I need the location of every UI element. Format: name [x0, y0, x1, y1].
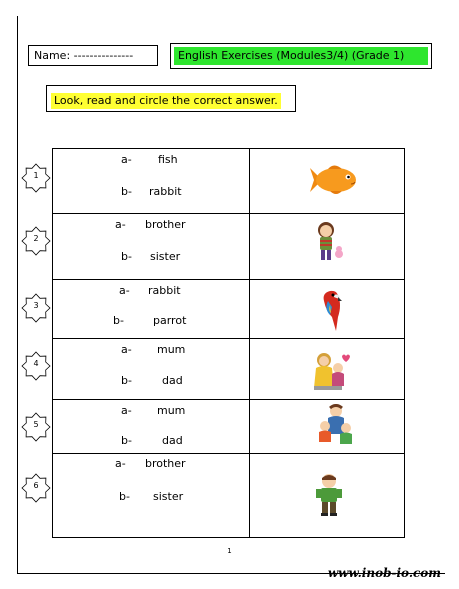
option-b-letter: b-	[121, 250, 132, 263]
picture-cell	[250, 280, 405, 339]
question-number: 5	[33, 420, 39, 429]
option-b-word: dad	[162, 374, 183, 387]
picture-cell	[250, 149, 405, 214]
option-b-letter: b-	[121, 374, 132, 387]
option-b[interactable]	[53, 374, 249, 388]
option-a[interactable]	[53, 153, 249, 167]
question-number-star	[21, 226, 51, 256]
option-a[interactable]	[53, 284, 249, 298]
option-b-word: sister	[153, 490, 184, 503]
option-b[interactable]	[53, 314, 249, 328]
option-a[interactable]	[53, 457, 249, 471]
question-number: 3	[33, 301, 39, 310]
option-a-letter: a-	[121, 153, 132, 166]
option-a[interactable]	[53, 343, 249, 357]
answer-options-cell	[53, 454, 250, 538]
question-number-star	[21, 163, 51, 193]
question-number: 4	[33, 359, 39, 368]
exercise-row	[53, 280, 405, 339]
option-b-letter: b-	[119, 490, 130, 503]
exercise-row	[53, 214, 405, 280]
goldfish-picture	[306, 162, 362, 202]
option-a-letter: a-	[121, 343, 132, 356]
exercise-row	[53, 339, 405, 400]
option-a-word: rabbit	[148, 284, 181, 297]
girl-picture	[312, 220, 346, 268]
option-a-letter: a-	[115, 457, 126, 470]
option-b-word: dad	[162, 434, 183, 447]
option-a-word: mum	[157, 404, 186, 417]
answer-options-cell	[53, 339, 250, 400]
instruction-text: Look, read and circle the correct answer.	[51, 93, 281, 109]
question-number-star	[21, 412, 51, 442]
picture-cell	[250, 400, 405, 454]
question-number-star	[21, 293, 51, 323]
picture-cell	[250, 339, 405, 400]
question-number: 6	[33, 481, 39, 490]
option-b-letter: b-	[113, 314, 124, 327]
exercise-table	[52, 148, 405, 538]
boy-picture	[314, 472, 344, 522]
option-b-word: parrot	[153, 314, 187, 327]
name-field: Name: ---------------	[28, 45, 158, 66]
option-b[interactable]	[53, 185, 249, 199]
picture-cell	[250, 214, 405, 280]
answer-options-cell	[53, 149, 250, 214]
answer-options-cell	[53, 214, 250, 280]
option-a-letter: a-	[115, 218, 126, 231]
option-b-letter: b-	[121, 434, 132, 447]
worksheet-title-box	[170, 43, 432, 69]
question-number: 1	[33, 171, 39, 180]
answer-options-cell	[53, 400, 250, 454]
page-frame-left	[17, 16, 18, 574]
instruction-box	[46, 85, 296, 112]
option-a-word: brother	[145, 218, 186, 231]
exercise-row	[53, 149, 405, 214]
exercise-row	[53, 454, 405, 538]
exercise-row	[53, 400, 405, 454]
option-a-word: brother	[145, 457, 186, 470]
option-b[interactable]	[53, 434, 249, 448]
option-a[interactable]	[53, 218, 249, 232]
option-b[interactable]	[53, 250, 249, 264]
option-a[interactable]	[53, 404, 249, 418]
worksheet-title: English Exercises (Modules3/4) (Grade 1)	[174, 47, 428, 65]
option-b[interactable]	[53, 490, 249, 504]
option-a-letter: a-	[121, 404, 132, 417]
question-number: 2	[33, 234, 39, 243]
question-number-star	[21, 351, 51, 381]
option-b-word: sister	[150, 250, 181, 263]
father-and-children-picture	[316, 404, 354, 450]
option-a-letter: a-	[119, 284, 130, 297]
site-watermark: www.inob-io.com	[327, 566, 441, 580]
option-b-letter: b-	[121, 185, 132, 198]
mother-and-child-picture	[310, 350, 352, 396]
picture-cell	[250, 454, 405, 538]
answer-options-cell	[53, 280, 250, 339]
option-b-word: rabbit	[149, 185, 182, 198]
page-number: 1	[227, 547, 232, 555]
option-a-word: mum	[157, 343, 186, 356]
option-a-word: fish	[158, 153, 178, 166]
question-number-star	[21, 473, 51, 503]
parrot-picture	[318, 287, 346, 337]
